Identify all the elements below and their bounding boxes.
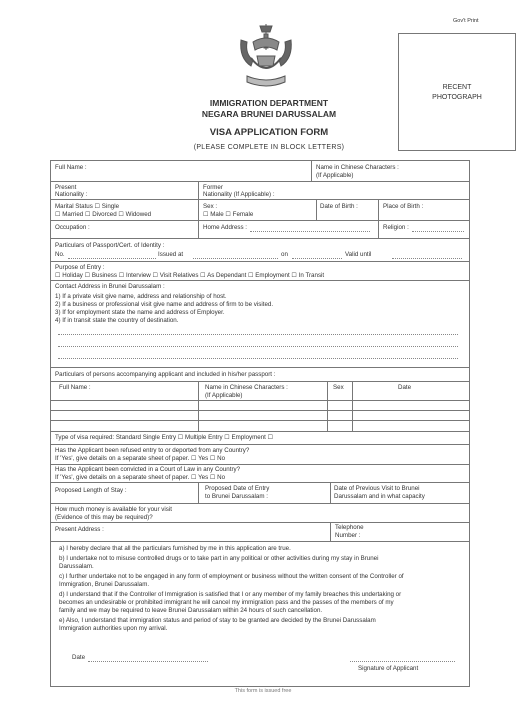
declaration-b-line-2: Darussalam. <box>59 563 94 570</box>
declaration-a-line-1: a) I hereby declare that all the particulars furnished by me in this application are true. <box>59 545 291 552</box>
refused-entry-question: Has the Applicant been refused entry to or deported from any Country? <box>55 447 250 454</box>
length-of-stay-label: Proposed Length of Stay : <box>55 487 127 494</box>
form-title: VISA APPLICATION FORM <box>209 127 329 138</box>
home-address-label: Home Address : <box>203 224 248 231</box>
passport-on-label: on <box>281 251 288 258</box>
religion-label: Religion : <box>383 224 409 231</box>
occupation-label: Occupation : <box>55 224 90 231</box>
purpose-of-entry-label: Purpose of Entry : <box>55 264 105 271</box>
contact-instruction-2: 2) If a business or professional visit give name and address of firm to be visited. <box>55 301 274 308</box>
previous-visit-label-2: Darussalam and in what capacity <box>334 493 425 500</box>
govt-print-label: Gov't Print <box>453 18 479 24</box>
department-title: IMMIGRATION DEPARTMENT <box>209 98 329 108</box>
present-nationality-label-2: Nationality : <box>55 191 88 198</box>
free-form-note: This form is issued free <box>234 688 292 694</box>
signature-label: Signature of Applicant <box>358 665 419 672</box>
declaration-e-line-1: e) Also, I understand that immigration status and period of stay to be granted are decided by the Brunei Darussalam <box>59 617 376 624</box>
declaration-e-line-2: Immigration authorities upon my arrival. <box>59 625 168 632</box>
declaration-d-line-3: family and we may be required to leave Brunei Darussalam within 24 hours of such cancellation. <box>59 607 323 614</box>
money-available-question: How much money is available for your visit <box>55 506 172 513</box>
marital-status-label: Marital Status ☐ Single <box>55 203 120 210</box>
previous-visit-label-1: Date of Previous Visit to Brunei <box>334 485 420 492</box>
former-nationality-label-2: Nationality (If Applicable) : <box>203 191 275 198</box>
convicted-options: If 'Yes', give details on a separate sheet of paper. ☐ Yes ☐ No <box>55 474 226 481</box>
date-label: Date <box>72 654 86 661</box>
persons-col-full-name: Full Name : <box>59 384 91 391</box>
marital-status-options: ☐ Married ☐ Divorced ☐ Widowed <box>55 211 152 218</box>
persons-col-sex: Sex <box>333 384 344 391</box>
purpose-of-entry-options: ☐ Holiday ☐ Business ☐ Interview ☐ Visit Relatives ☐ As Dependant ☐ Employment ☐ In Transit <box>55 272 325 279</box>
persons-col-chinese-note: (If Applicable) <box>205 392 243 399</box>
date-of-birth-label: Date of Birth : <box>320 203 358 210</box>
money-evidence-note: (Evidence of this may be required)? <box>55 514 153 521</box>
refused-entry-options: If 'Yes', give details on a separate sheet of paper. ☐ Yes ☐ No <box>55 455 226 462</box>
visa-type-label: Type of visa required: Standard Single Entry ☐ Multiple Entry ☐ Employment ☐ <box>55 434 274 441</box>
photo-label-photograph: PHOTOGRAPH <box>432 94 482 101</box>
telephone-label-2: Number : <box>335 532 361 539</box>
declaration-c-line-2: Immigration, Brunei Darussalam. <box>59 581 150 588</box>
declaration-d-line-2: becomes an undesirable or prohibited immigrant he will cancel my immigration pass and the passes of the members of my <box>59 599 394 606</box>
brunei-crest-emblem <box>233 20 299 92</box>
present-address-label: Present Address : <box>55 526 104 533</box>
telephone-label-1: Telephone <box>335 524 364 531</box>
convicted-question: Has the Applicant been convicted in a Court of Law in any Country? <box>55 466 241 473</box>
chinese-name-label: Name in Chinese Characters : <box>316 164 399 171</box>
declaration-c-line-1: c) I further undertake not to be engaged in any form of employment or business without the written consent of the Controller of <box>59 573 404 580</box>
contact-address-label: Contact Address in Brunei Darussalam : <box>55 283 165 290</box>
passport-label: Particulars of Passport/Cert. of Identity : <box>55 242 165 249</box>
block-letters-instruction: (PLEASE COMPLETE IN BLOCK LETTERS) <box>193 144 345 151</box>
passport-issued-label: Issued at <box>158 251 184 258</box>
sex-label: Sex : <box>203 203 218 210</box>
proposed-entry-date-label-1: Proposed Date of Entry <box>205 485 270 492</box>
contact-instruction-1: 1) If a private visit give name, address and relationship of host. <box>55 293 227 300</box>
declaration-d-line-1: d) I understand that if the Controller of Immigration is satisfied that I or any member of my family breaches this undertaking or <box>59 591 402 598</box>
contact-instruction-4: 4) If in transit state the country of destination. <box>55 317 179 324</box>
present-nationality-label-1: Present <box>55 184 77 191</box>
sex-options: ☐ Male ☐ Female <box>203 211 254 218</box>
passport-valid-label: Valid until <box>345 251 372 258</box>
persons-col-chinese-name: Name in Chinese Characters : <box>205 384 288 391</box>
chinese-name-note: (If Applicable) <box>316 172 354 179</box>
proposed-entry-date-label-2: to Brunei Darussalam : <box>205 493 268 500</box>
contact-instruction-3: 3) If for employment state the name and address of Employer. <box>55 309 225 316</box>
place-of-birth-label: Place of Birth : <box>383 203 424 210</box>
persons-accompanying-title: Particulars of persons accompanying applicant and included in his/her passport : <box>55 371 276 378</box>
passport-no-label: No. <box>55 251 65 258</box>
country-title: NEGARA BRUNEI DARUSSALAM <box>201 109 337 119</box>
full-name-label: Full Name : <box>55 164 87 171</box>
persons-col-date: Date <box>398 384 412 391</box>
former-nationality-label-1: Former <box>203 184 223 191</box>
photo-label-recent: RECENT <box>442 84 472 91</box>
declaration-b-line-1: b) I undertake not to misuse controlled drugs or to take part in any political or other activities during my stay in Brunei <box>59 555 379 562</box>
